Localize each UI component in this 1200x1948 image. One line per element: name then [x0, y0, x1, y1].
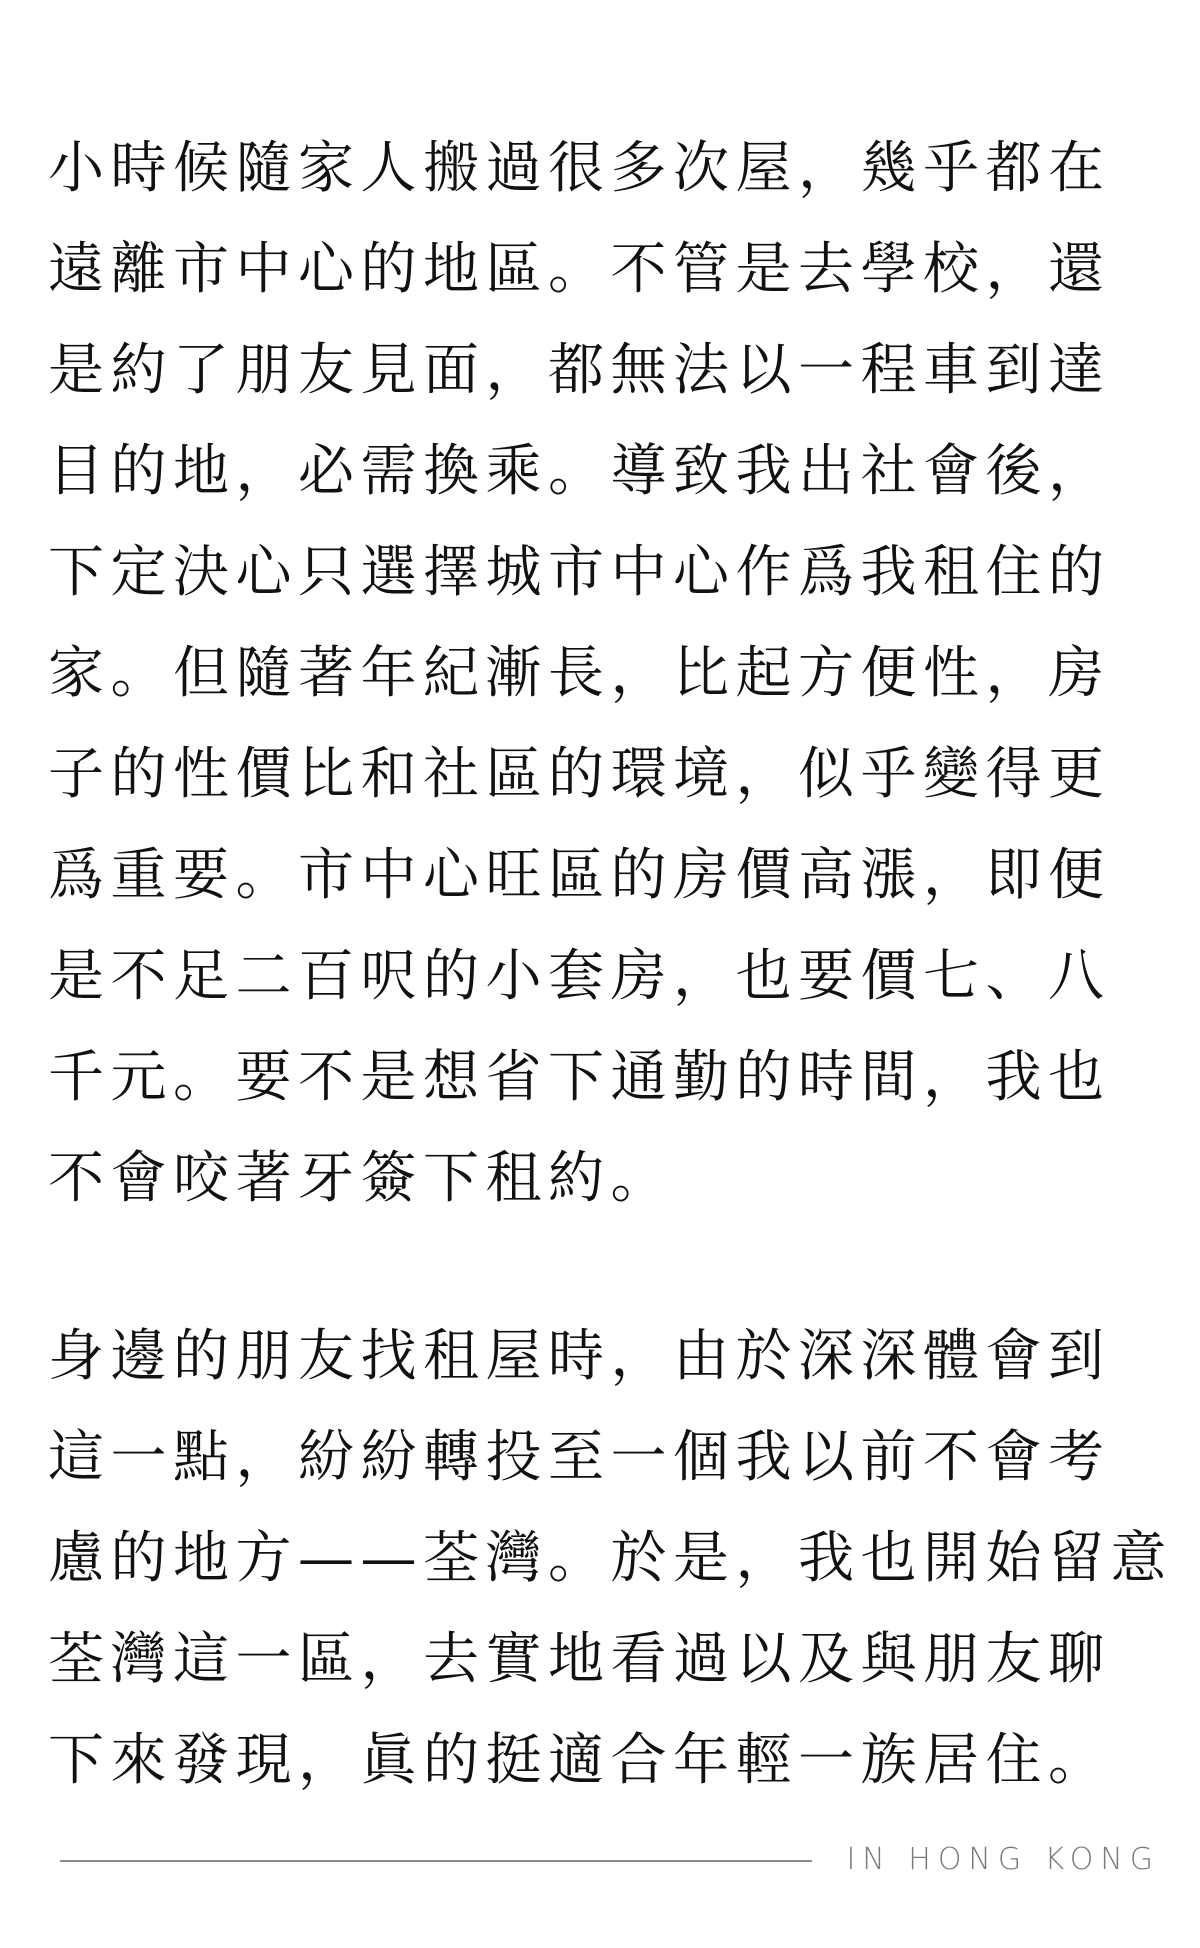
text-line: 下定決心只選擇城市中心作爲我租住的: [48, 540, 1111, 605]
text-line: 這一點，紛紛轉投至一個我以前不會考: [48, 1425, 1111, 1490]
text-line: 下來發現，眞的挺適合年輕一族居住。: [48, 1728, 1111, 1793]
text-line: 是不足二百呎的小套房，也要價七、八: [48, 944, 1111, 1009]
paragraph-spacer: [48, 1229, 1152, 1306]
text-line: 子的性價比和社區的環境，似乎變得更: [48, 742, 1111, 807]
text-line: 遠離市中心的地區。不管是去學校，還: [48, 237, 1111, 302]
text-line: 是約了朋友見面，都無法以一程車到達: [48, 338, 1111, 403]
text-line: 目的地，必需換乘。導致我出社會後，: [48, 439, 1111, 504]
paragraph-2: [48, 1306, 1173, 1811]
text-line: 家。但隨著年紀漸長，比起方便性，房: [48, 641, 1111, 706]
text-line: 千元。要不是想省下通勤的時間，我也: [48, 1045, 1111, 1110]
footer-divider: [60, 1860, 812, 1862]
article-body: [48, 118, 1173, 1811]
text-line: 爲重要。市中心旺區的房價高漲，即便: [48, 843, 1111, 908]
text-line: 小時候隨家人搬過很多次屋，幾乎都在: [48, 136, 1111, 201]
text-line: 身邊的朋友找租屋時，由於深深體會到: [48, 1324, 1111, 1389]
page-footer: [60, 1840, 1160, 1880]
text-line: 不會咬著牙簽下租約。: [48, 1146, 673, 1211]
footer-label: IN HONG KONG: [846, 1842, 1160, 1877]
paragraph-1: [48, 118, 1152, 1229]
text-line: 慮的地方——荃灣。於是，我也開始留意: [48, 1526, 1173, 1591]
text-line: 荃灣這一區，去實地看過以及與朋友聊: [48, 1627, 1111, 1692]
